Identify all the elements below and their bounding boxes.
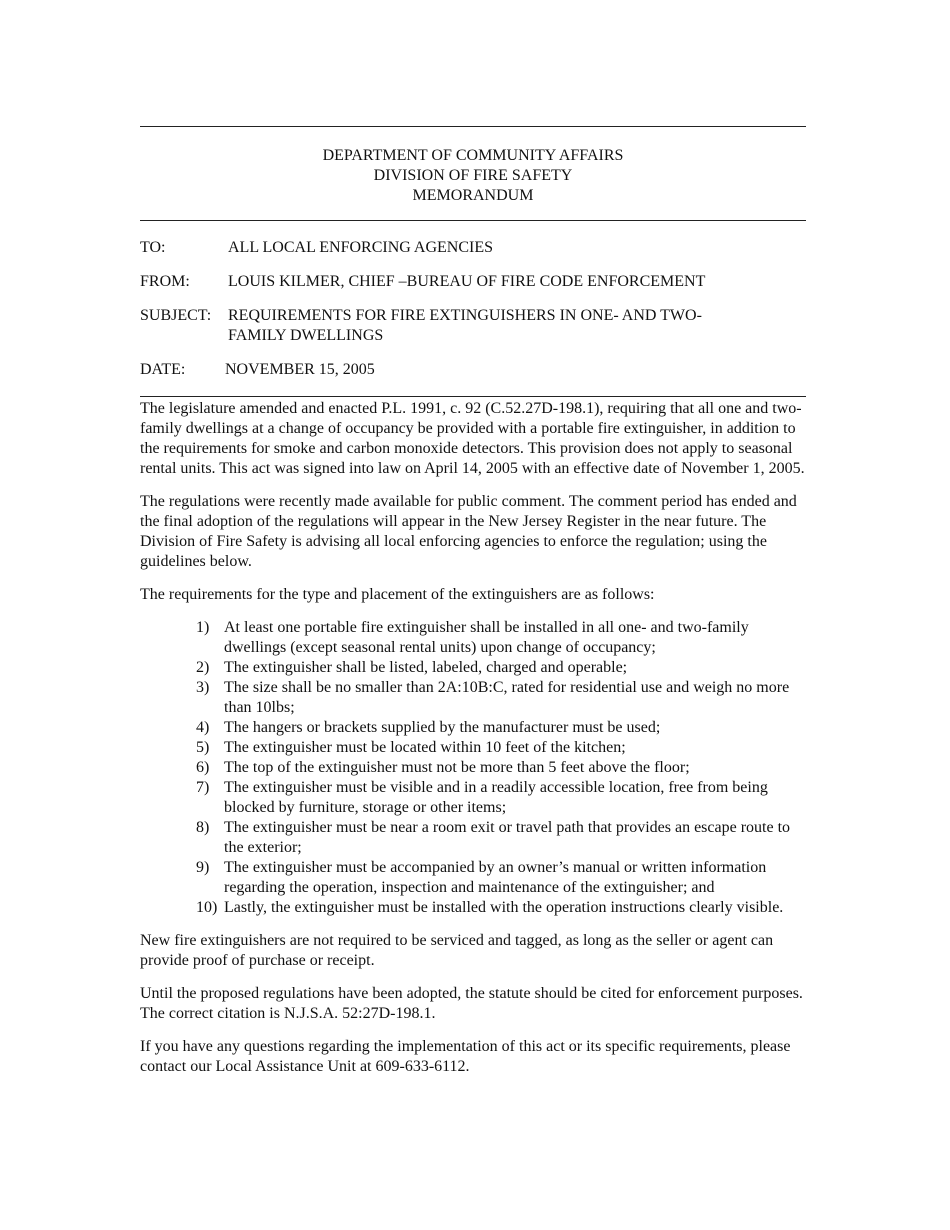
list-item-text: The extinguisher shall be listed, labeled, charged and operable; xyxy=(224,659,628,676)
list-item-number: 10) xyxy=(196,899,218,916)
list-item xyxy=(140,818,812,858)
subject-value xyxy=(228,306,702,346)
list-item-text: The extinguisher must be located within 10 feet of the kitchen; xyxy=(224,739,626,756)
list-item-text: Lastly, the extinguisher must be installed with the operation instructions clearly visible. xyxy=(224,899,784,916)
list-item-number: 4) xyxy=(196,719,210,736)
list-item-text: The hangers or brackets supplied by the manufacturer must be used; xyxy=(224,719,661,736)
list-item-number: 3) xyxy=(196,679,210,696)
from-label: FROM: xyxy=(140,273,190,290)
list-item-text: At least one portable fire extinguisher shall be installed in all one- and two-family dwellings (except seasonal rental units) upon change of occupancy; xyxy=(224,619,749,656)
document-type: MEMORANDUM xyxy=(412,187,534,204)
paragraph-contact: If you have any questions regarding the implementation of this act or its specific requirements, please contact our Local Assistance Unit at 609-633-6112. xyxy=(140,1038,791,1075)
paragraph-servicing: New fire extinguishers are not required to be serviced and tagged, as long as the seller or agent can provide proof of purchase or receipt. xyxy=(140,932,774,969)
list-item xyxy=(140,618,812,658)
paragraph-regulations: The regulations were recently made available for public comment. The comment period has ended and the final adoption of the regulations will appear in the New Jersey Register in the near future. The Division of Fire Safety is advising all local enforcing agencies to enforce the regulation; using the guidelines below. xyxy=(140,493,797,570)
masthead-divider xyxy=(140,220,806,221)
list-item-number: 8) xyxy=(196,819,210,836)
subject-line-2: FAMILY DWELLINGS xyxy=(228,327,384,344)
list-item-text: The extinguisher must be accompanied by an owner’s manual or written information regarding the operation, inspection and maintenance of the extinguisher; and xyxy=(224,859,767,896)
memo-body xyxy=(140,399,812,1090)
list-item-text: The top of the extinguisher must not be more than 5 feet above the floor; xyxy=(224,759,690,776)
division-name: DIVISION OF FIRE SAFETY xyxy=(373,167,573,184)
list-item xyxy=(140,678,812,718)
list-item-number: 9) xyxy=(196,859,210,876)
list-item-text: The extinguisher must be visible and in a readily accessible location, free from being blocked by furniture, storage or other items; xyxy=(224,779,768,816)
list-item-number: 7) xyxy=(196,779,210,796)
list-item xyxy=(140,758,812,778)
header-divider xyxy=(140,396,806,397)
list-item xyxy=(140,778,812,818)
paragraph-legislation: The legislature amended and enacted P.L. 1991, c. 92 (C.52.27D-198.1), requiring that all one and two-family dwellings at a change of occupancy be provided with a portable fire extinguisher, in addition to the requirements for smoke and carbon monoxide detectors. This provision does not apply to seasonal rental units. This act was signed into law on April 14, 2005 with an effective date of November 1, 2005. xyxy=(140,400,805,477)
to-value: ALL LOCAL ENFORCING AGENCIES xyxy=(228,239,494,256)
subject-line-1: REQUIREMENTS FOR FIRE EXTINGUISHERS IN ONE- AND TWO- xyxy=(228,307,702,324)
date-label: DATE: xyxy=(140,361,186,378)
list-item xyxy=(140,738,812,758)
list-item xyxy=(140,898,812,918)
list-item-number: 6) xyxy=(196,759,210,776)
list-item-number: 1) xyxy=(196,619,210,636)
list-item-text: The size shall be no smaller than 2A:10B:C, rated for residential use and weigh no more than 10lbs; xyxy=(224,679,790,716)
requirements-list xyxy=(140,618,812,918)
paragraph-requirements-intro: The requirements for the type and placement of the extinguishers are as follows: xyxy=(140,586,655,603)
department-name: DEPARTMENT OF COMMUNITY AFFAIRS xyxy=(322,147,624,164)
list-item xyxy=(140,718,812,738)
from-value: LOUIS KILMER, CHIEF –BUREAU OF FIRE CODE ENFORCEMENT xyxy=(228,273,706,290)
list-item-number: 2) xyxy=(196,659,210,676)
list-item xyxy=(140,858,812,898)
list-item-number: 5) xyxy=(196,739,210,756)
list-item-text: The extinguisher must be near a room exit or travel path that provides an escape route to the exterior; xyxy=(224,819,791,856)
top-divider xyxy=(140,126,806,127)
list-item xyxy=(140,658,812,678)
subject-label: SUBJECT: xyxy=(140,307,212,324)
date-value: NOVEMBER 15, 2005 xyxy=(225,361,375,378)
to-label: TO: xyxy=(140,239,166,256)
paragraph-citation: Until the proposed regulations have been adopted, the statute should be cited for enforcement purposes. The correct citation is N.J.S.A. 52:27D-198.1. xyxy=(140,985,803,1022)
masthead xyxy=(140,146,806,206)
